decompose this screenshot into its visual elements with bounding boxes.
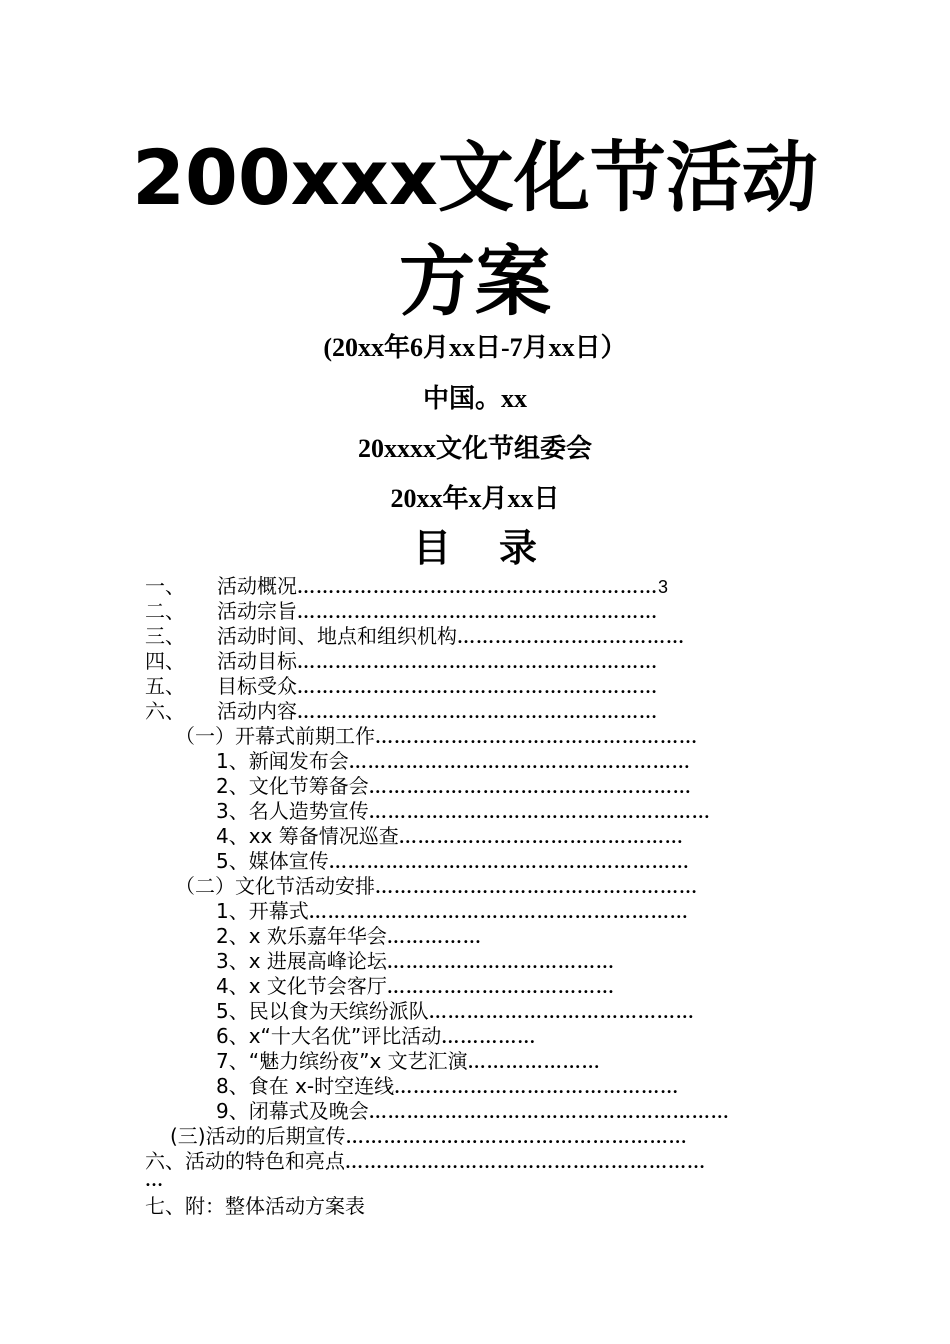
toc-page-number: 3 xyxy=(658,577,669,597)
toc-leader-dots: …………………………………………… xyxy=(375,877,698,897)
toc-leader-dots: …………… xyxy=(441,1027,537,1047)
toc-item-label: 5、民以食为天缤纷派队 xyxy=(216,999,429,1023)
toc-item-label: （一）开幕式前期工作 xyxy=(175,724,375,748)
toc-item-label: 9、闭幕式及晚会 xyxy=(216,1099,369,1123)
toc-leader-dots: ………………………………………………… xyxy=(297,652,658,672)
document-title-line2: 方案 xyxy=(399,237,551,326)
toc-item[interactable] xyxy=(145,624,685,649)
toc-item-label: 4、x 文化节会客厅 xyxy=(216,974,387,998)
toc-item-label: (三)活动的后期宣传 xyxy=(170,1124,346,1148)
toc-item-label: 2、文化节筹备会 xyxy=(216,774,369,798)
toc-item[interactable] xyxy=(216,799,711,824)
toc-heading: 目录 xyxy=(412,526,585,570)
toc-leader-dots: ………………………………………………… xyxy=(297,702,658,722)
toc-item[interactable] xyxy=(216,824,684,849)
toc-leader-dots: ……………………………………… xyxy=(398,827,684,847)
toc-leader-dots: …………………………………………… xyxy=(375,727,698,747)
toc-leader-dots-overflow: … xyxy=(145,1170,163,1190)
toc-leader-dots: ………………… xyxy=(467,1052,601,1072)
toc-item-number: 五、 xyxy=(145,674,185,698)
toc-item[interactable] xyxy=(216,774,692,799)
toc-item-label: 活动时间、地点和组织机构 xyxy=(217,624,457,648)
toc-leader-dots: …………………………………… xyxy=(428,1002,695,1022)
toc-leader-dots: …………………………………………… xyxy=(368,777,692,797)
toc-item[interactable] xyxy=(216,899,689,924)
toc-item-label: 活动内容 xyxy=(217,699,297,723)
toc-leader-dots: …………… xyxy=(386,927,482,947)
toc-item-label: 活动宗旨 xyxy=(217,599,297,623)
toc-item[interactable] xyxy=(216,1049,601,1074)
toc-leader-dots: ………………………………………………… xyxy=(297,602,658,622)
toc-leader-dots: ……………………………… xyxy=(386,952,615,972)
organizer: 20xxxx文化节组委会 xyxy=(357,434,592,463)
toc-item[interactable] xyxy=(145,599,658,624)
toc-item-label: 1、新闻发布会 xyxy=(216,749,349,773)
toc-item[interactable] xyxy=(216,924,482,949)
toc-item-label: 目标受众 xyxy=(217,674,297,698)
toc-item-number: 四、 xyxy=(145,649,185,673)
toc-item-number: 一、 xyxy=(145,574,185,598)
toc-item[interactable] xyxy=(216,949,615,974)
toc-item[interactable] xyxy=(170,1124,688,1149)
toc-item-label: 活动目标 xyxy=(217,649,297,673)
toc-leader-dots: ………………………………………………… xyxy=(297,577,658,597)
toc-item-label: 2、x 欢乐嘉年华会 xyxy=(216,924,387,948)
toc-item[interactable] xyxy=(216,749,691,774)
toc-leader-dots: ……………………………… xyxy=(386,977,615,997)
toc-item[interactable] xyxy=(145,574,668,599)
toc-item-number: 二、 xyxy=(145,599,185,623)
toc-leader-dots: ………………………………………………… xyxy=(368,1102,730,1122)
toc-item-number: 六、 xyxy=(145,699,185,723)
toc-item[interactable] xyxy=(145,674,658,699)
toc-item[interactable] xyxy=(216,1099,730,1124)
toc-item[interactable] xyxy=(216,999,695,1024)
toc-item-label: 8、食在 x-时空连线 xyxy=(216,1074,395,1098)
toc-item-label: 6、x“十大名优”评比活动 xyxy=(216,1024,442,1048)
toc-item-label: （二）文化节活动安排 xyxy=(175,874,375,898)
toc-item[interactable] xyxy=(216,849,690,874)
toc-item-label: 7、“魅力缤纷夜”x 文艺汇演 xyxy=(216,1049,468,1073)
toc-item-label: 3、x 进展高峰论坛 xyxy=(216,949,387,973)
toc-item-label: 5、媒体宣传 xyxy=(216,849,329,873)
toc-leader-dots: ……………………………………………… xyxy=(348,752,691,772)
toc-item[interactable] xyxy=(145,1149,706,1174)
toc-leader-dots: ……………………………………………… xyxy=(345,1127,688,1147)
document-date: 20xx年x月xx日 xyxy=(390,484,560,513)
toc-item[interactable] xyxy=(175,724,698,749)
toc-item[interactable] xyxy=(145,699,658,724)
toc-leader-dots: ……………………………… xyxy=(457,627,685,647)
toc-item-label: 1、开幕式 xyxy=(216,899,309,923)
toc-item-label: 3、名人造势宣传 xyxy=(216,799,369,823)
toc-item[interactable] xyxy=(175,874,698,899)
toc-item-number: 三、 xyxy=(145,624,185,648)
date-range: (20xx年6月xx日-7月xx日） xyxy=(323,333,627,362)
toc-item[interactable] xyxy=(216,1074,679,1099)
toc-item-label: 六、活动的特色和亮点 xyxy=(145,1149,345,1173)
document-title-line1: 200xxx文化节活动 xyxy=(132,133,818,222)
toc-leader-dots: ………………………………………………… xyxy=(345,1152,706,1172)
location: 中国。xx xyxy=(422,384,527,413)
toc-leader-dots: ………………………………………………… xyxy=(297,677,658,697)
toc-item-label: 4、xx 筹备情况巡查 xyxy=(216,824,399,848)
toc-item[interactable] xyxy=(216,1024,536,1049)
toc-leader-dots: …………………………………………………… xyxy=(308,902,689,922)
toc-item-label: 七、附：整体活动方案表 xyxy=(145,1194,365,1218)
toc-leader-dots: ……………………………………………… xyxy=(368,802,711,822)
toc-leader-dots: ………………………………………………… xyxy=(328,852,690,872)
toc-leader-dots: ……………………………………… xyxy=(394,1077,680,1097)
toc-item-label: 活动概况 xyxy=(217,574,297,598)
toc-item[interactable] xyxy=(216,974,615,999)
toc-item[interactable] xyxy=(145,649,658,674)
toc-item[interactable] xyxy=(145,1194,365,1219)
